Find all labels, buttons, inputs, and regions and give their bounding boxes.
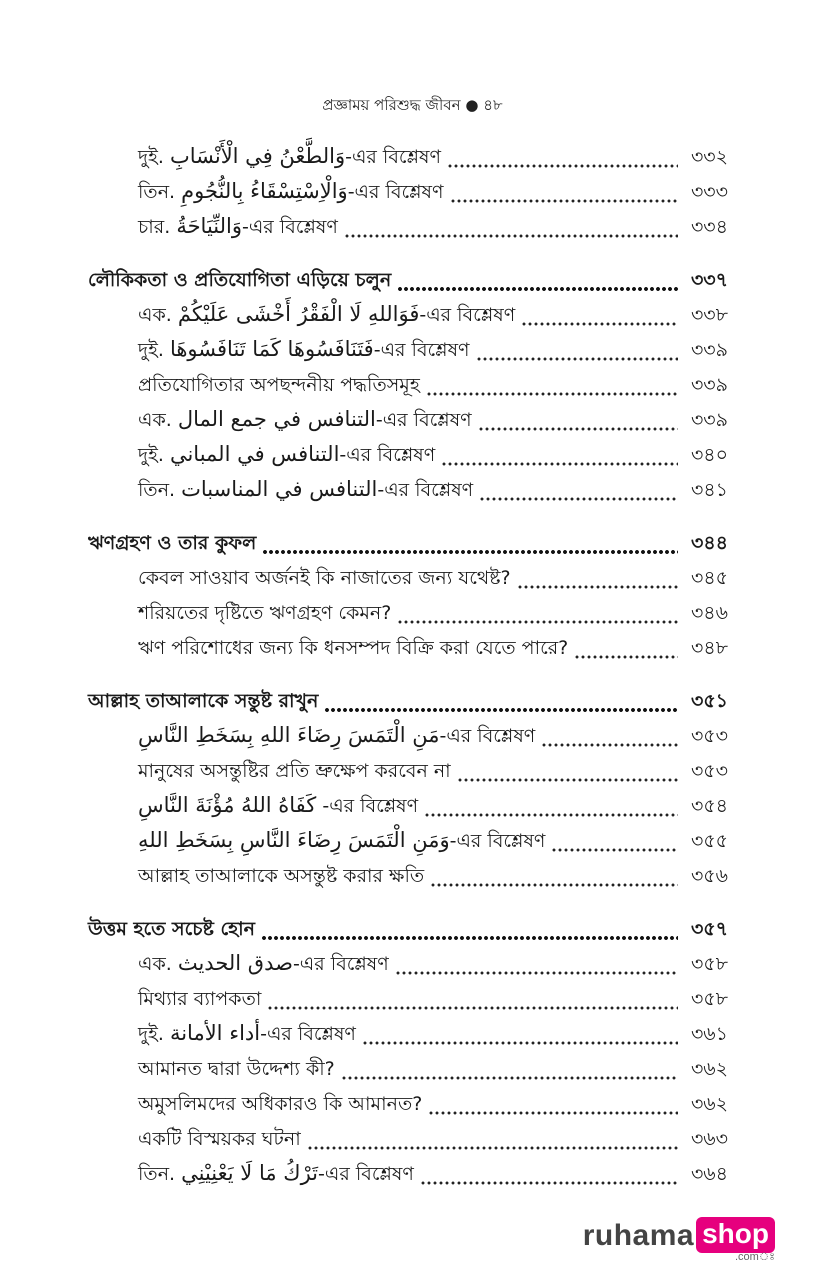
entry-label: আমানত দ্বারা উদ্দেশ্য কী? xyxy=(138,1058,335,1080)
arabic-phrase: مَنِ الْتَمَسَ رِضَاءَ اللهِ بِسَخَطِ النَّاسِ xyxy=(138,723,440,747)
dot-leader xyxy=(395,966,678,976)
toc-entry-row[interactable] xyxy=(88,175,728,210)
toc-entry-title xyxy=(138,301,515,333)
page-number: ৩৪৪ xyxy=(690,532,728,554)
dot-leader xyxy=(267,1001,678,1011)
toc-entry-title xyxy=(88,915,255,947)
toc-entry-row[interactable] xyxy=(88,824,728,859)
toc-entry-title xyxy=(138,1125,301,1157)
toc-entry-row[interactable] xyxy=(88,754,728,789)
dot-leader xyxy=(428,1106,678,1116)
dot-leader xyxy=(430,878,678,888)
entry-label: শরিয়তের দৃষ্টিতে ঋণগ্রহণ কেমন? xyxy=(138,602,392,624)
toc-entry-title xyxy=(138,564,511,596)
page-number: ৩৩৭ xyxy=(690,269,728,291)
dot-leader xyxy=(478,422,678,432)
page-number: ৩৩২ xyxy=(690,146,728,168)
dot-leader xyxy=(420,1176,678,1186)
page-number: ৩৪১ xyxy=(690,479,728,501)
dot-leader xyxy=(424,808,678,818)
toc-entry-row[interactable] xyxy=(88,1157,728,1192)
entry-label: চার. xyxy=(138,216,171,238)
toc-entry-row[interactable] xyxy=(88,1052,728,1087)
toc-entry-row[interactable] xyxy=(88,859,728,894)
page-number: ৩৪০ xyxy=(690,444,728,466)
page-number: ৩৩৯ xyxy=(690,409,728,431)
toc-entry-title xyxy=(138,1020,356,1052)
toc-entry-title xyxy=(138,634,568,666)
dot-leader xyxy=(441,457,678,467)
toc-entry-title xyxy=(138,336,470,368)
toc-entry-row[interactable] xyxy=(88,473,728,508)
dot-leader xyxy=(362,1036,678,1046)
section-spacer xyxy=(88,894,728,912)
toc-entry-row[interactable] xyxy=(88,210,728,245)
dot-leader xyxy=(397,615,678,625)
entry-label: তিন. xyxy=(138,181,176,203)
publisher-logo xyxy=(582,1217,775,1263)
dot-leader xyxy=(262,545,678,555)
toc-entry-row[interactable] xyxy=(88,438,728,473)
toc-entry-title xyxy=(138,827,545,859)
toc-entry-row[interactable] xyxy=(88,1122,728,1157)
dot-leader xyxy=(479,492,678,502)
entry-label: তিন. xyxy=(138,479,176,501)
toc-chapter-row[interactable] xyxy=(88,684,728,719)
entry-label: উত্তম হতে সচেষ্ট হোন xyxy=(88,918,256,940)
dot-leader xyxy=(307,1141,678,1151)
toc-entry-row[interactable] xyxy=(88,298,728,333)
page-number: ৩৩৯ xyxy=(690,339,728,361)
toc-entry-row[interactable] xyxy=(88,947,728,982)
arabic-phrase: وَمَنِ الْتَمَسَ رِضَاءَ النَّاسِ بِسَخَطِ اللهِ xyxy=(138,828,450,852)
table-of-contents xyxy=(88,140,728,1192)
entry-label: একটি বিস্ময়কর ঘটনা xyxy=(138,1128,301,1150)
entry-label: কেবল সাওয়াব অর্জনই কি নাজাতের জন্য যথেষ্ট? xyxy=(138,567,511,589)
toc-entry-row[interactable] xyxy=(88,368,728,403)
page-number: ৩৫৪ xyxy=(690,795,728,817)
toc-entry-row[interactable] xyxy=(88,982,728,1017)
running-header: প্রজ্ঞাময় পরিশুদ্ধ জীবন ● ৪৮ xyxy=(322,96,503,114)
toc-entry-row[interactable] xyxy=(88,1017,728,1052)
section-spacer xyxy=(88,245,728,263)
dot-leader xyxy=(450,194,678,204)
dot-leader xyxy=(447,159,678,169)
page-number: ৩৩৩ xyxy=(690,181,728,203)
toc-entry-title xyxy=(138,950,389,982)
toc-entry-title xyxy=(138,792,418,824)
toc-entry-title xyxy=(138,599,391,631)
toc-entry-row[interactable] xyxy=(88,1087,728,1122)
entry-label: প্রতিযোগিতার অপছন্দনীয় পদ্ধতিসমূহ xyxy=(138,374,420,396)
entry-label: লৌকিকতা ও প্রতিযোগিতা এড়িয়ে চলুন xyxy=(88,269,392,291)
toc-entry-row[interactable] xyxy=(88,140,728,175)
page-number: ৩৫৩ xyxy=(690,760,728,782)
dot-leader xyxy=(476,352,678,362)
arabic-phrase: التنافس في جمع المال xyxy=(177,407,376,431)
entry-suffix: -এর বিশ্লেষণ xyxy=(439,725,536,747)
page-number: ৩৫৩ xyxy=(690,725,728,747)
toc-entry-title xyxy=(138,985,261,1017)
toc-entry-title xyxy=(138,178,444,210)
toc-entry-title xyxy=(138,1090,422,1122)
toc-entry-title xyxy=(88,529,256,561)
toc-entry-row[interactable] xyxy=(88,719,728,754)
entry-label: এক. xyxy=(138,304,172,326)
entry-label: আল্লাহ তাআলাকে অসন্তুষ্ট করার ক্ষতি xyxy=(138,865,425,887)
entry-suffix: -এর বিশ্লেষণ xyxy=(242,216,338,238)
entry-label: দুই. xyxy=(138,146,164,168)
toc-entry-title xyxy=(138,1055,335,1087)
toc-entry-title xyxy=(138,213,338,245)
toc-entry-title xyxy=(138,143,441,175)
dot-leader xyxy=(341,1071,678,1081)
section-spacer xyxy=(88,666,728,684)
entry-label: ঋণগ্রহণ ও তার কুফল xyxy=(88,532,257,554)
arabic-phrase: تَرْكُ مَا لَا يَعْنِيْنِي xyxy=(181,1161,319,1185)
page-number: ৩৪৫ xyxy=(690,567,728,589)
toc-entry-row[interactable] xyxy=(88,596,728,631)
page-number: ৩৬১ xyxy=(690,1023,728,1045)
toc-entry-title xyxy=(138,406,472,438)
page-number: ৩৪৬ xyxy=(690,602,728,624)
entry-label: দুই. xyxy=(138,1023,164,1045)
page-number: ৩৫৮ xyxy=(690,953,728,975)
toc-entry-title xyxy=(88,687,318,719)
entry-label: মিথ্যার ব্যাপকতা xyxy=(138,988,262,1010)
page-number: ৩৩৮ xyxy=(690,304,728,326)
entry-suffix: -এর বিশ্লেষণ xyxy=(339,444,436,466)
toc-chapter-row[interactable] xyxy=(88,526,728,561)
arabic-phrase: فَوَاللهِ لَا الْفَقْرُ أَخْشَى عَلَيْكُمْ xyxy=(177,302,420,326)
toc-entry-title xyxy=(138,476,473,508)
toc-entry-title xyxy=(138,441,435,473)
dot-leader xyxy=(551,843,678,853)
logo-box-text: shop xyxy=(696,1217,775,1253)
entry-suffix: -এর বিশ্লেষণ xyxy=(375,409,472,431)
page-number: ৩৬২ xyxy=(690,1058,728,1080)
dot-leader xyxy=(261,931,678,941)
dot-leader xyxy=(324,703,678,713)
arabic-phrase: كَفَاهُ اللهُ مُؤْنَةَ النَّاسِ xyxy=(138,793,317,817)
entry-label: দুই. xyxy=(138,444,164,466)
dot-leader xyxy=(541,738,678,748)
toc-entry-row[interactable] xyxy=(88,561,728,596)
entry-label: ঋণ পরিশোধের জন্য কি ধনসম্পদ বিক্রি করা যেতে পারে? xyxy=(138,637,569,659)
toc-entry-title xyxy=(138,722,535,754)
arabic-phrase: أداء الأمانة xyxy=(169,1021,261,1045)
page-number: ৩৪৮ xyxy=(690,637,728,659)
toc-entry-row[interactable] xyxy=(88,403,728,438)
entry-label: এক. xyxy=(138,953,172,975)
page-number: ৩৬২ xyxy=(690,1093,728,1115)
arabic-phrase: وَالنِّيَاحَةُ xyxy=(176,214,242,238)
page-number: ৩৩৯ xyxy=(690,374,728,396)
dot-leader xyxy=(344,229,678,239)
entry-label: দুই. xyxy=(138,339,164,361)
arabic-phrase: التنافس في المباني xyxy=(169,442,340,466)
toc-entry-title xyxy=(138,371,420,403)
dot-leader xyxy=(574,650,678,660)
toc-entry-row[interactable] xyxy=(88,631,728,666)
logo-text: ruhama xyxy=(582,1219,695,1252)
entry-suffix: -এর বিশ্লেষণ xyxy=(292,953,389,975)
toc-entry-title xyxy=(88,266,391,298)
logo-sub: .comঃ xyxy=(734,1251,775,1263)
toc-entry-row[interactable] xyxy=(88,789,728,824)
page-number: ৩৫৬ xyxy=(690,865,728,887)
arabic-phrase: فَتَنَافَسُوهَا كَمَا تَنَافَسُوهَا xyxy=(169,337,374,361)
entry-suffix: -এর বিশ্লেষণ xyxy=(260,1023,356,1045)
page-number: ৩৬৩ xyxy=(690,1128,728,1150)
toc-entry-title xyxy=(138,1160,414,1192)
entry-label: অমুসলিমদের অধিকারও কি আমানত? xyxy=(138,1093,423,1115)
dot-leader xyxy=(426,387,678,397)
page-number: ৩৩৪ xyxy=(690,216,728,238)
entry-label: আল্লাহ তাআলাকে সন্তুষ্ট রাখুন xyxy=(88,690,319,712)
page-number: ৩৫৭ xyxy=(690,918,728,940)
page-number: ৩৫১ xyxy=(690,690,728,712)
toc-entry-title xyxy=(138,757,451,789)
entry-suffix: -এর বিশ্লেষণ xyxy=(449,830,546,852)
entry-suffix: -এর বিশ্লেষণ xyxy=(373,339,470,361)
arabic-phrase: التنافس في المناسبات xyxy=(181,477,378,501)
arabic-phrase: صدق الحديث xyxy=(177,951,293,975)
toc-entry-title xyxy=(138,862,424,894)
entry-label: তিন. xyxy=(138,1163,176,1185)
toc-chapter-row[interactable] xyxy=(88,912,728,947)
page-number: ৩৫৮ xyxy=(690,988,728,1010)
entry-suffix: -এর বিশ্লেষণ xyxy=(377,479,474,501)
page-number: ৩৫৫ xyxy=(690,830,728,852)
toc-entry-row[interactable] xyxy=(88,333,728,368)
entry-suffix: -এর বিশ্লেষণ xyxy=(318,1163,414,1185)
dot-leader xyxy=(397,282,678,292)
entry-suffix: -এর বিশ্লেষণ xyxy=(345,146,441,168)
entry-suffix: -এর বিশ্লেষণ xyxy=(316,795,419,817)
entry-suffix: -এর বিশ্লেষণ xyxy=(419,304,516,326)
arabic-phrase: وَالْاِسْتِسْقَاءُ بِالنُّجُومِ xyxy=(181,179,348,203)
dot-leader xyxy=(517,580,678,590)
toc-chapter-row[interactable] xyxy=(88,263,728,298)
entry-label: মানুষের অসন্তুষ্টির প্রতি ভ্রুক্ষেপ করবেন না xyxy=(138,760,451,782)
dot-leader xyxy=(521,317,678,327)
dot-leader xyxy=(457,773,678,783)
entry-label: এক. xyxy=(138,409,172,431)
entry-suffix: -এর বিশ্লেষণ xyxy=(347,181,444,203)
section-spacer xyxy=(88,508,728,526)
arabic-phrase: وَالطَّعْنُ فِي الْأَنْسَابِ xyxy=(169,144,346,168)
page-number: ৩৬৪ xyxy=(690,1163,728,1185)
